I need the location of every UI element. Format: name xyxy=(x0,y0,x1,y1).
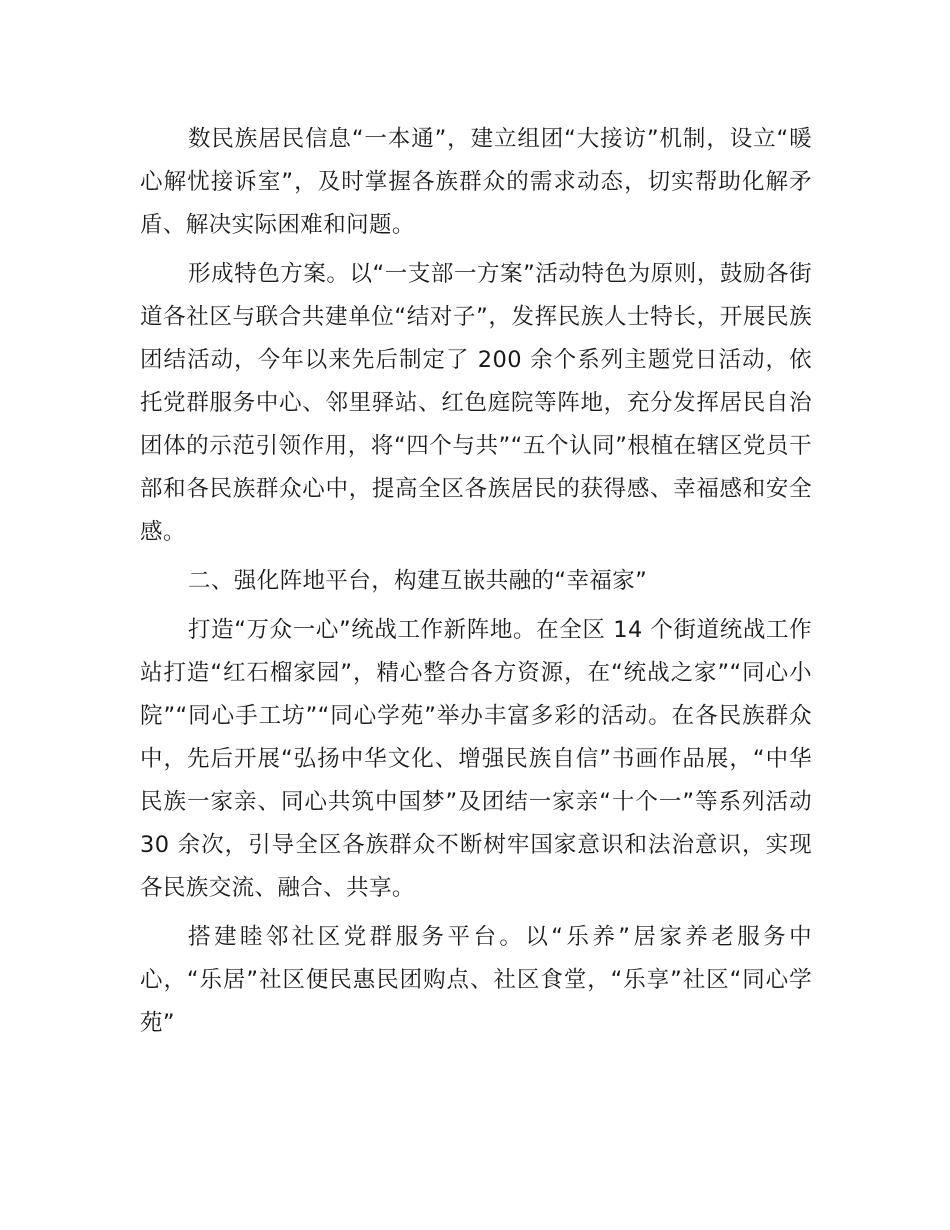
paragraph-4: 搭建睦邻社区党群服务平台。以“乐养”居家养老服务中心，“乐居”社区便民惠民团购点、社区食堂，“乐享”社区“同心学苑” xyxy=(140,924,812,1036)
paragraph-1: 数民族居民信息“一本通”，建立组团“大接访”机制，设立“暖心解忧接诉室”，及时掌握各族群众的需求动态，切实帮助化解矛盾、解决实际困难和问题。 xyxy=(140,126,812,238)
section-heading: 二、强化阵地平台，构建互嵌共融的“幸福家” xyxy=(188,568,648,594)
document-body xyxy=(140,118,812,1051)
paragraph-2: 形成特色方案。以“一支部一方案”活动特色为原则，鼓励各街道各社区与联合共建单位“结对子”，发挥民族人士特长，开展民族团结活动，今年以来先后制定了 200 余个系列主题党日活动，依托党群服务中心、邻里驿站、红色庭院等阵地，充分发挥居民自治团体的示范引领作用，将“四个与共”“五个认同”根植在辖区党员干部和各民族群众心中，提高全区各族居民的获得感、幸福感和安全感。 xyxy=(140,261,812,545)
paragraph-3: 打造“万众一心”统战工作新阵地。在全区 14 个街道统战工作站打造“红石榴家园”，精心整合各方资源，在“统战之家”“同心小院”“同心手工坊”“同心学苑”举办丰富多彩的活动。在各民族群众中，先后开展“弘扬中华文化、增强民族自信”书画作品展，“中华民族一家亲、同心共筑中国梦”及团结一家亲“十个一”等系列活动 30 余次，引导全区各族群众不断树牢国家意识和法治意识，实现各民族交流、融合、共享。 xyxy=(140,617,812,901)
